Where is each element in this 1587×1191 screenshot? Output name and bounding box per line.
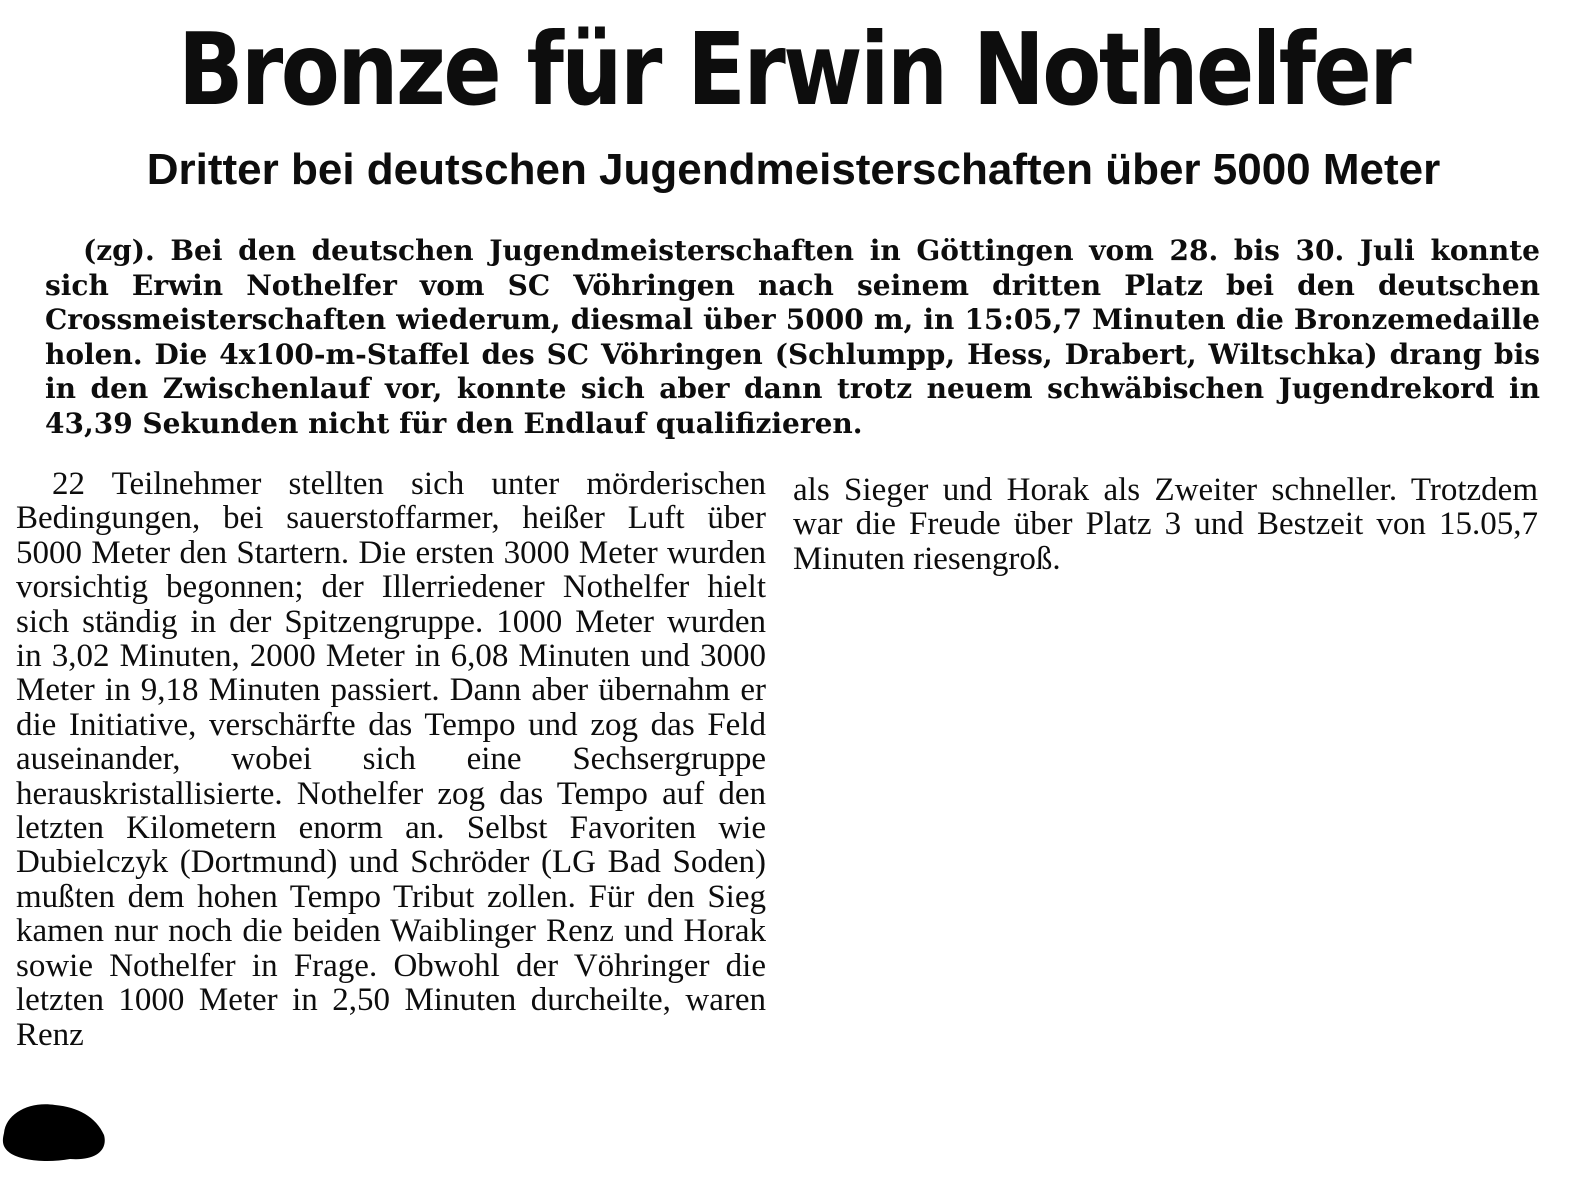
subheadline: Dritter bei deutschen Jugendmeisterschaften über 5000 Meter: [146, 145, 1441, 194]
ink-blot: [0, 1095, 110, 1165]
body-column-right: als Sieger und Horak als Zweiter schneller. Trotzdem war die Freude über Platz 3 und Bestzeit von 15.05,7 Minuten riesengroß.: [793, 472, 1538, 577]
lead-paragraph: (zg). Bei den deutschen Jugendmeisterschaften in Göttingen vom 28. bis 30. Juli konnte sich Erwin Nothelfer vom SC Vöhringen nach seinem dritten Platz bei den deutschen Crossmeisterschaften wiederum, diesmal über 5000 m, in 15:05,7 Minuten die Bronzemedaille holen. Die 4x100-m-Staffel des SC Vöhringen (Schlumpp, Hess, Drabert, Wiltschka) drang bis in den Zwischenlauf vor, konnte sich aber dann trotz neuem schwäbischen Jugendrekord in 43,39 Sekunden nicht für den Endlauf qualifizieren.: [45, 234, 1540, 440]
body-column-left: 22 Teilnehmer stellten sich unter mörderischen Bedingungen, bei sauerstoffarmer, heißer Luft über 5000 Meter den Startern. Die ersten 3000 Meter wurden vorsichtig begonnen; der Illerriedener Nothelfer hielt sich ständig in der Spitzengruppe. 1000 Meter wurden in 3,02 Minuten, 2000 Meter in 6,08 Minuten und 3000 Meter in 9,18 Minuten passiert. Dann aber übernahm er die Initiative, verschärfte das Tempo und zog das Feld auseinander, wobei sich eine Sechsergruppe herauskristallisierte. Nothelfer zog das Tempo auf den letzten Kilometern enorm an. Selbst Favoriten wie Dubielczyk (Dortmund) und Schröder (LG Bad Soden) mußten dem hohen Tempo Tribut zollen. Für den Sieg kamen nur noch die beiden Waiblinger Renz und Horak sowie Nothelfer in Frage. Obwohl der Vöhringer die letzten 1000 Meter in 2,50 Minuten durcheilte, waren Renz: [16, 466, 766, 1053]
headline: Bronze für Erwin Nothelfer: [177, 11, 1410, 128]
